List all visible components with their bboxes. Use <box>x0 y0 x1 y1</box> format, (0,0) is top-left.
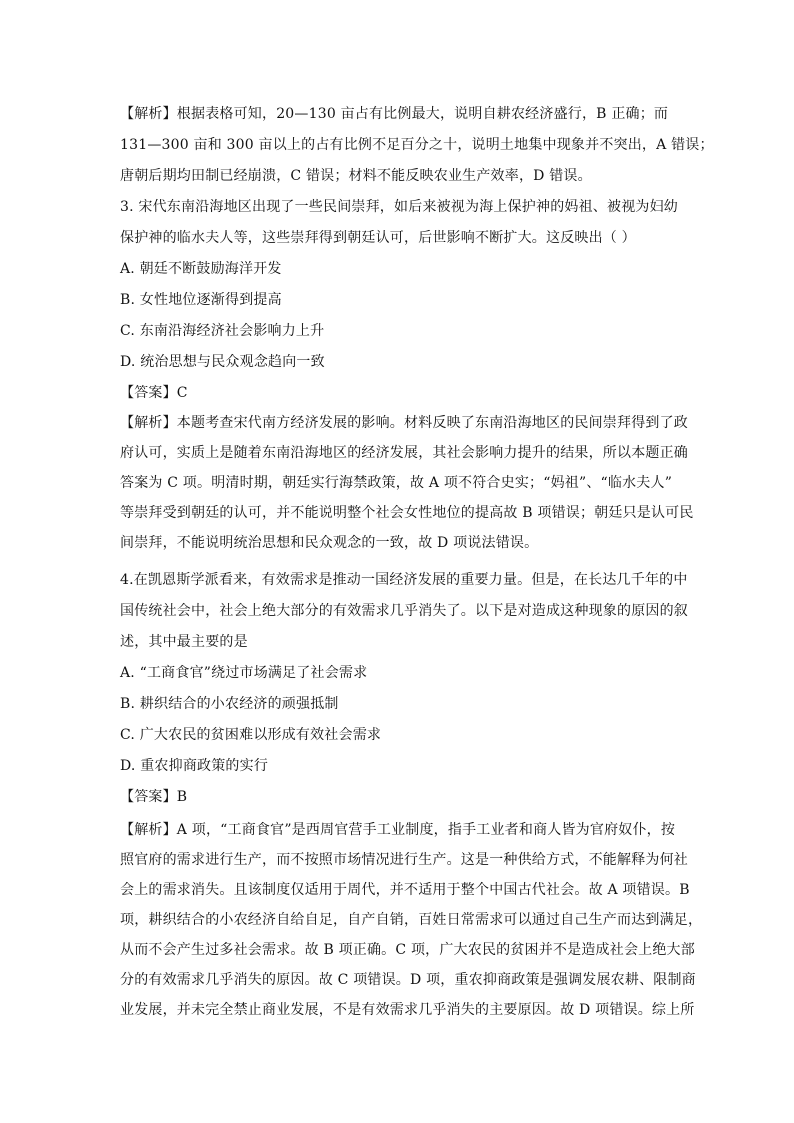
answer-label: 【答案】C <box>120 385 188 401</box>
option-d: D. 统治思想与民众观念趋向一致 <box>120 354 325 370</box>
option-c: C. 东南沿海经济社会影响力上升 <box>120 323 325 339</box>
text-line: 会上的需求消失。且该制度仅适用于周代，并不适用于整个中国古代社会。故 A 项错误。B <box>120 882 690 898</box>
text-line: 业发展，并未完全禁止商业发展，不是有效需求几乎消失的主要原因。故 D 项错误。综上所 <box>120 1002 695 1018</box>
option-a: A. “工商食官”绕过市场满足了社会需求 <box>120 665 368 681</box>
option-b: B. 女性地位逐渐得到提高 <box>120 292 282 308</box>
question-stem-line: 国传统社会中，社会上绝大部分的有效需求几乎消失了。以下是对造成这种现象的原因的叙 <box>120 603 688 619</box>
text-line: 唐朝后期均田制已经崩溃，C 错误；材料不能反映农业生产效率，D 错误。 <box>120 168 592 184</box>
option-b: B. 耕织结合的小农经济的顽强抵制 <box>120 696 339 712</box>
text-line: 【解析】根据表格可知，20—130 亩占有比例最大，说明自耕农经济盛行，B 正确；而 <box>120 106 669 122</box>
text-line: 131—300 亩和 300 亩以上的占有比例不足百分之十，说明土地集中现象并不突出，A 错误； <box>120 137 714 153</box>
question-4 <box>120 565 688 813</box>
question-stem-line: 述，其中最主要的是 <box>120 634 248 650</box>
text-line: 间崇拜，不能说明统治思想和民众观念的一致，故 D 项说法错误。 <box>120 535 539 551</box>
text-line: 府认可，实质上是随着东南沿海地区的经济发展，其社会影响力提升的结果，所以本题正确 <box>120 445 688 461</box>
analysis-q3 <box>120 408 694 558</box>
text-line: 项，耕织结合的小农经济自给自足，自产自销，百姓日常需求可以通过自己生产而达到满足， <box>120 912 703 928</box>
analysis-previous <box>120 99 714 192</box>
text-line: 【解析】本题考查宋代南方经济发展的影响。材料反映了东南沿海地区的民间崇拜得到了政 <box>120 415 688 431</box>
text-line: 照官府的需求进行生产，而不按照市场情况进行生产。这是一种供给方式，不能解释为何社 <box>120 852 688 868</box>
option-a: A. 朝廷不断鼓励海洋开发 <box>120 261 282 277</box>
text-line: 答案为 C 项。明清时期，朝廷实行海禁政策，故 A 项不符合史实；“妈祖”、“临水夫人” <box>120 475 673 491</box>
text-line: 【解析】A 项，“工商食官”是西周官营手工业制度，指手工业者和商人皆为官府奴仆，按 <box>120 822 676 838</box>
answer-label: 【答案】B <box>120 789 188 805</box>
question-stem-line: 3. 宋代东南沿海地区出现了一些民间崇拜，如后来被视为海上保护神的妈祖、被视为妇幼 <box>120 199 679 215</box>
text-line: 等崇拜受到朝廷的认可，并不能说明整个社会女性地位的提高故 B 项错误；朝廷只是认可民 <box>120 505 694 521</box>
option-c: C. 广大农民的贫困难以形成有效社会需求 <box>120 727 382 743</box>
analysis-q4 <box>120 815 703 1025</box>
text-line: 分的有效需求几乎消失的原因。故 C 项错误。D 项，重农抑商政策是强调发展农耕、限制商 <box>120 972 696 988</box>
question-3 <box>120 192 680 409</box>
text-line: 从而不会产生过多社会需求。故 B 项正确。C 项，广大农民的贫困并不是造成社会上绝大部 <box>120 942 695 958</box>
question-stem-line: 保护神的临水夫人等，这些崇拜得到朝廷认可，后世影响不断扩大。这反映出（ ） <box>120 230 636 246</box>
question-stem-line: 4.在凯恩斯学派看来，有效需求是推动一国经济发展的重要力量。但是，在长达几千年的中 <box>120 572 688 588</box>
option-d: D. 重农抑商政策的实行 <box>120 758 269 774</box>
